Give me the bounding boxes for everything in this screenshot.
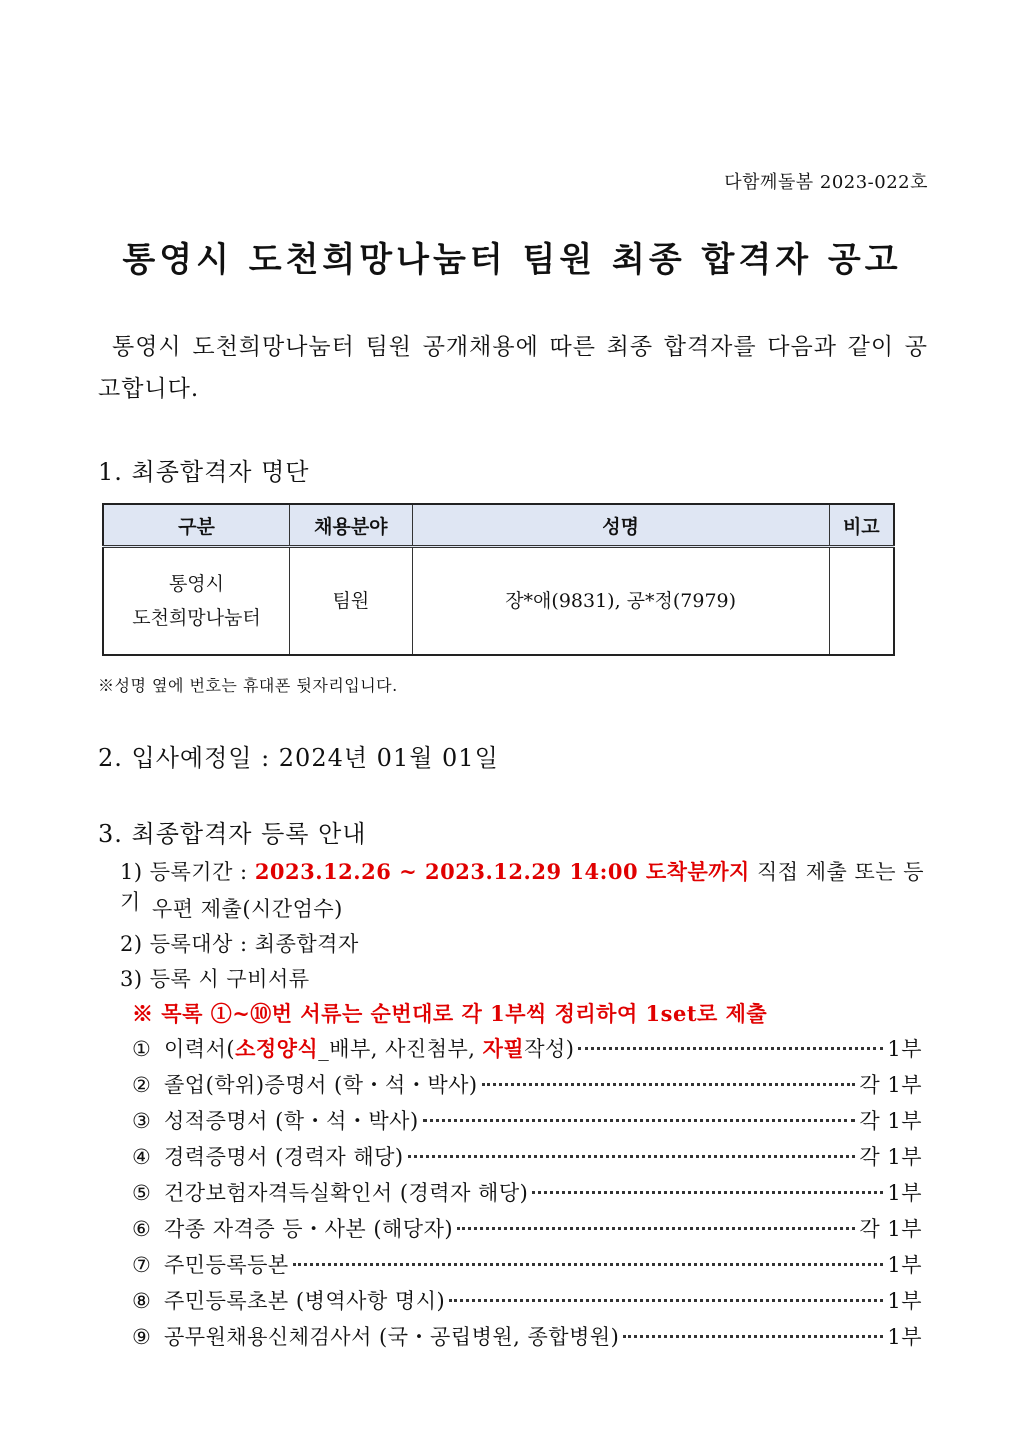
page-title: 통영시 도천희망나눔터 팀원 최종 합격자 공고 — [122, 240, 902, 280]
period-label: 1) 등록기간 : — [120, 860, 255, 884]
item-text: 성적증명서 (학・석・박사) — [164, 1109, 419, 1133]
period-deadline: 2023.12.26 ~ 2023.12.29 14:00 도착분까지 — [254, 859, 750, 884]
period-method: 직접 제출 또는 등기 — [120, 860, 925, 914]
item-text-highlight: 소정양식 — [235, 1036, 319, 1061]
header-category: 구분 — [103, 504, 289, 547]
item-quantity: 각 1부 — [859, 1145, 922, 1169]
section3-heading: 3. 최종합격자 등록 안내 — [98, 820, 367, 848]
item-number: ③ — [132, 1109, 152, 1133]
period-continuation: 우편 제출(시간엄수) — [152, 897, 343, 921]
item-text-highlight: 자필 — [482, 1036, 525, 1061]
dot-leader — [457, 1227, 855, 1230]
item-quantity: 1부 — [887, 1325, 922, 1349]
item-quantity: 각 1부 — [859, 1109, 922, 1133]
item-text-part: 작성) — [524, 1037, 575, 1061]
list-item — [132, 1249, 922, 1285]
list-item — [132, 1213, 922, 1249]
dot-leader — [423, 1119, 856, 1122]
required-docs-list — [132, 1033, 922, 1357]
item-number: ④ — [132, 1145, 152, 1169]
dot-leader — [293, 1263, 884, 1266]
dot-leader — [408, 1155, 856, 1158]
cell-category — [103, 547, 289, 656]
header-field: 채용분야 — [289, 504, 412, 547]
category-line2: 도천희망나눔터 — [132, 607, 261, 629]
header-name: 성명 — [412, 504, 829, 547]
table-header-row — [103, 504, 894, 547]
item-text: 건강보험자격득실확인서 (경력자 해당) — [164, 1181, 529, 1205]
docs-instruction: ※ 목록 ①~⑩번 서류는 순번대로 각 1부씩 정리하여 1set로 제출 — [132, 1001, 768, 1026]
item-text: 주민등록초본 (병역사항 명시) — [164, 1289, 446, 1313]
item-number: ⑨ — [132, 1325, 152, 1349]
category-line1: 통영시 — [168, 573, 225, 595]
list-item — [132, 1141, 922, 1177]
list-item — [132, 1285, 922, 1321]
item-quantity: 1부 — [887, 1037, 922, 1061]
item-quantity: 각 1부 — [859, 1073, 922, 1097]
finalist-table — [102, 503, 895, 656]
intro-paragraph: 통영시 도천희망나눔터 팀원 공개채용에 따른 최종 합격자를 다음과 같이 공고합니다. — [98, 334, 928, 402]
dot-leader — [623, 1335, 883, 1338]
list-item — [132, 1069, 922, 1105]
item-text: 공무원채용신체검사서 (국・공립병원, 종합병원) — [164, 1325, 620, 1349]
item-text: 주민등록등본 — [164, 1253, 289, 1277]
document-number: 다함께돌봄 2023-022호 — [724, 172, 928, 193]
cell-remarks — [829, 547, 894, 656]
dot-leader — [449, 1299, 883, 1302]
cell-names: 장*애(9831), 공*정(7979) — [412, 547, 829, 656]
item-number: ⑤ — [132, 1181, 152, 1205]
required-docs-label: 3) 등록 시 구비서류 — [120, 967, 310, 991]
item-number: ⑥ — [132, 1217, 152, 1241]
item-number: ⑧ — [132, 1289, 152, 1313]
section2-heading: 2. 입사예정일 : 2024년 01월 01일 — [98, 744, 499, 772]
item-number: ② — [132, 1073, 152, 1097]
dot-leader — [578, 1047, 883, 1050]
item-text: 졸업(학위)증명서 (학・석・박사) — [164, 1073, 478, 1097]
item-text: 각종 자격증 등・사본 (해당자) — [164, 1217, 454, 1241]
section1-heading: 1. 최종합격자 명단 — [98, 458, 310, 486]
table-row — [103, 547, 894, 656]
item-quantity: 각 1부 — [859, 1217, 922, 1241]
item-text — [164, 1033, 574, 1063]
item-text-part: 이력서( — [164, 1037, 236, 1061]
item-quantity: 1부 — [887, 1253, 922, 1277]
header-remarks: 비고 — [829, 504, 894, 547]
item-number: ① — [132, 1037, 152, 1061]
dot-leader — [482, 1083, 856, 1086]
list-item — [132, 1105, 922, 1141]
list-item — [132, 1033, 922, 1069]
item-quantity: 1부 — [887, 1289, 922, 1313]
list-item — [132, 1321, 922, 1357]
registration-target: 2) 등록대상 : 최종합격자 — [120, 932, 359, 956]
item-text: 경력증명서 (경력자 해당) — [164, 1145, 404, 1169]
item-quantity: 1부 — [887, 1181, 922, 1205]
item-number: ⑦ — [132, 1253, 152, 1277]
item-text-part: _배부, 사진첨부, — [318, 1037, 483, 1061]
cell-field: 팀원 — [289, 547, 412, 656]
table-note: ※성명 옆에 번호는 휴대폰 뒷자리입니다. — [98, 676, 398, 695]
list-item — [132, 1177, 922, 1213]
dot-leader — [532, 1191, 883, 1194]
